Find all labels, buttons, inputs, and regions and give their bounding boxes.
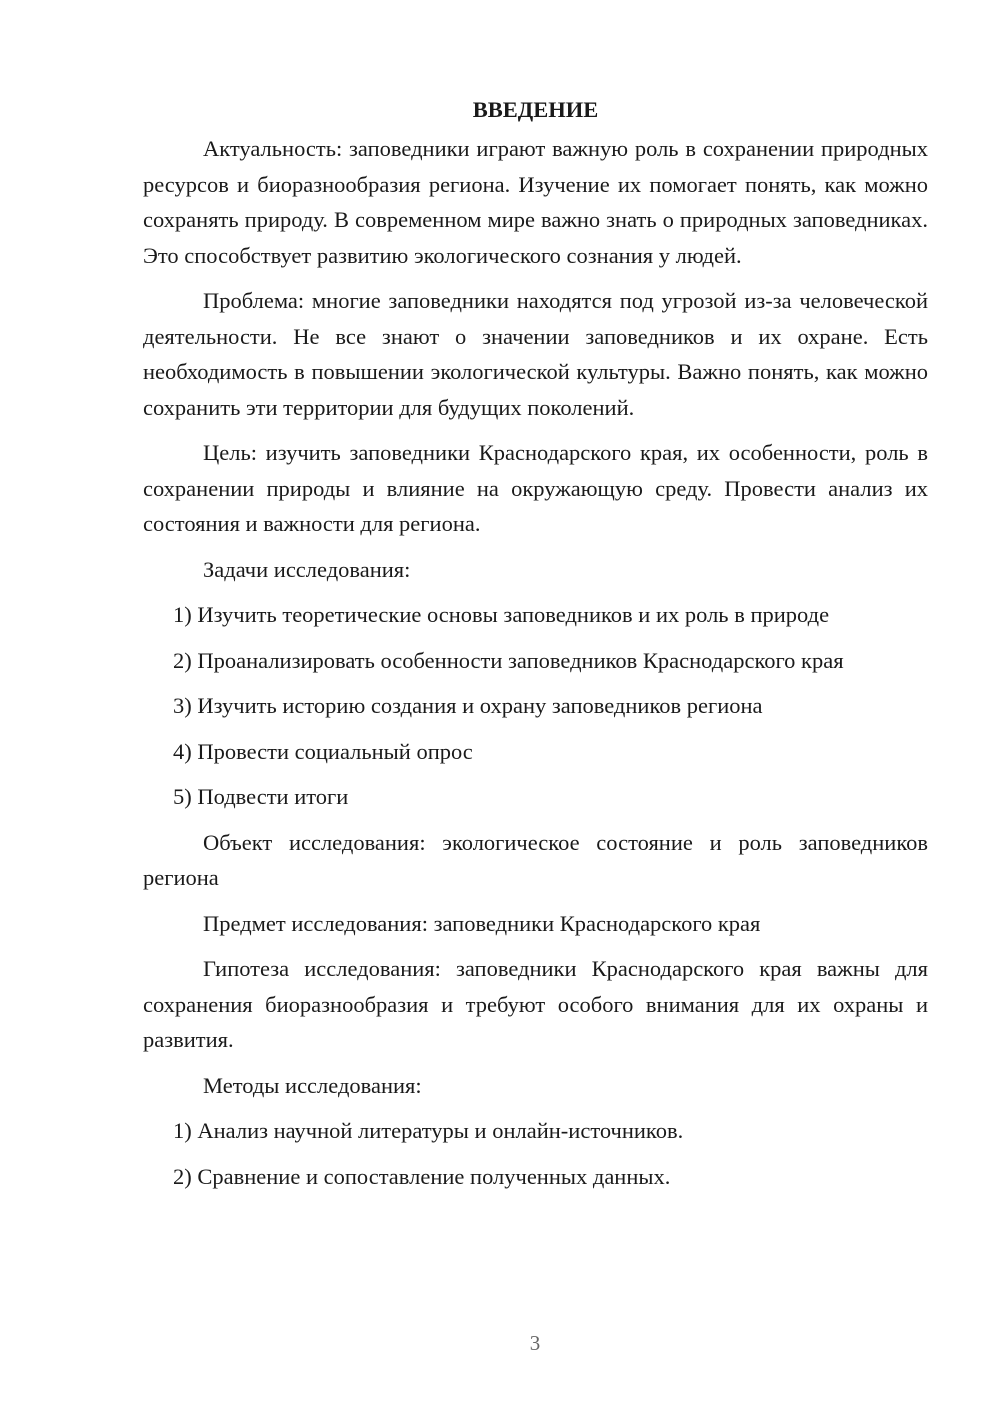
task-item: 3) Изучить историю создания и охрану заповедников региона bbox=[173, 693, 763, 718]
task-item: 1) Изучить теоретические основы заповедников и их роль в природе bbox=[173, 602, 830, 627]
method-item: 1) Анализ научной литературы и онлайн-источников. bbox=[173, 1118, 684, 1143]
goal-paragraph: Цель: изучить заповедники Краснодарского края, их особенности, роль в сохранении природы и влияние на окружающую среду. Провести анализ их состояния и важности для региона. bbox=[143, 440, 928, 536]
tasks-heading: Задачи исследования: bbox=[203, 556, 411, 582]
research-object-paragraph: Объект исследования: экологическое состояние и роль заповедников региона bbox=[143, 829, 928, 890]
methods-heading: Методы исследования: bbox=[203, 1072, 422, 1098]
task-item: 4) Провести социальный опрос bbox=[173, 738, 473, 764]
section-heading: ВВЕДЕНИЕ bbox=[472, 97, 599, 122]
hypothesis-paragraph: Гипотеза исследования: заповедники Краснодарского края важны для сохранения биоразнообразия и требуют особого внимания для их охраны и развития. bbox=[143, 956, 928, 1052]
task-item: 2) Проанализировать особенности заповедников Краснодарского края bbox=[173, 647, 844, 673]
method-item: 2) Сравнение и сопоставление полученных данных. bbox=[173, 1163, 671, 1189]
problem-paragraph: Проблема: многие заповедники находятся под угрозой из-за человеческой деятельности. Не все знают о значении заповедников и их охране. Есть необходимость в повышении экологической культуры. Важно понять, как можно сохранить эти территории для будущих поколений. bbox=[143, 288, 928, 420]
page-number: 3 bbox=[529, 1331, 541, 1355]
relevance-paragraph: Актуальность: заповедники играют важную роль в сохранении природных ресурсов и биоразнообразия региона. Изучение их помогает понять, как можно сохранять природу. В современном мире важно знать о природных заповедниках. Это способствует развитию экологического сознания у людей. bbox=[143, 136, 928, 268]
page-content bbox=[143, 92, 928, 1204]
task-item: 5) Подвести итоги bbox=[173, 784, 349, 809]
research-subject-paragraph: Предмет исследования: заповедники Краснодарского края bbox=[203, 910, 761, 936]
